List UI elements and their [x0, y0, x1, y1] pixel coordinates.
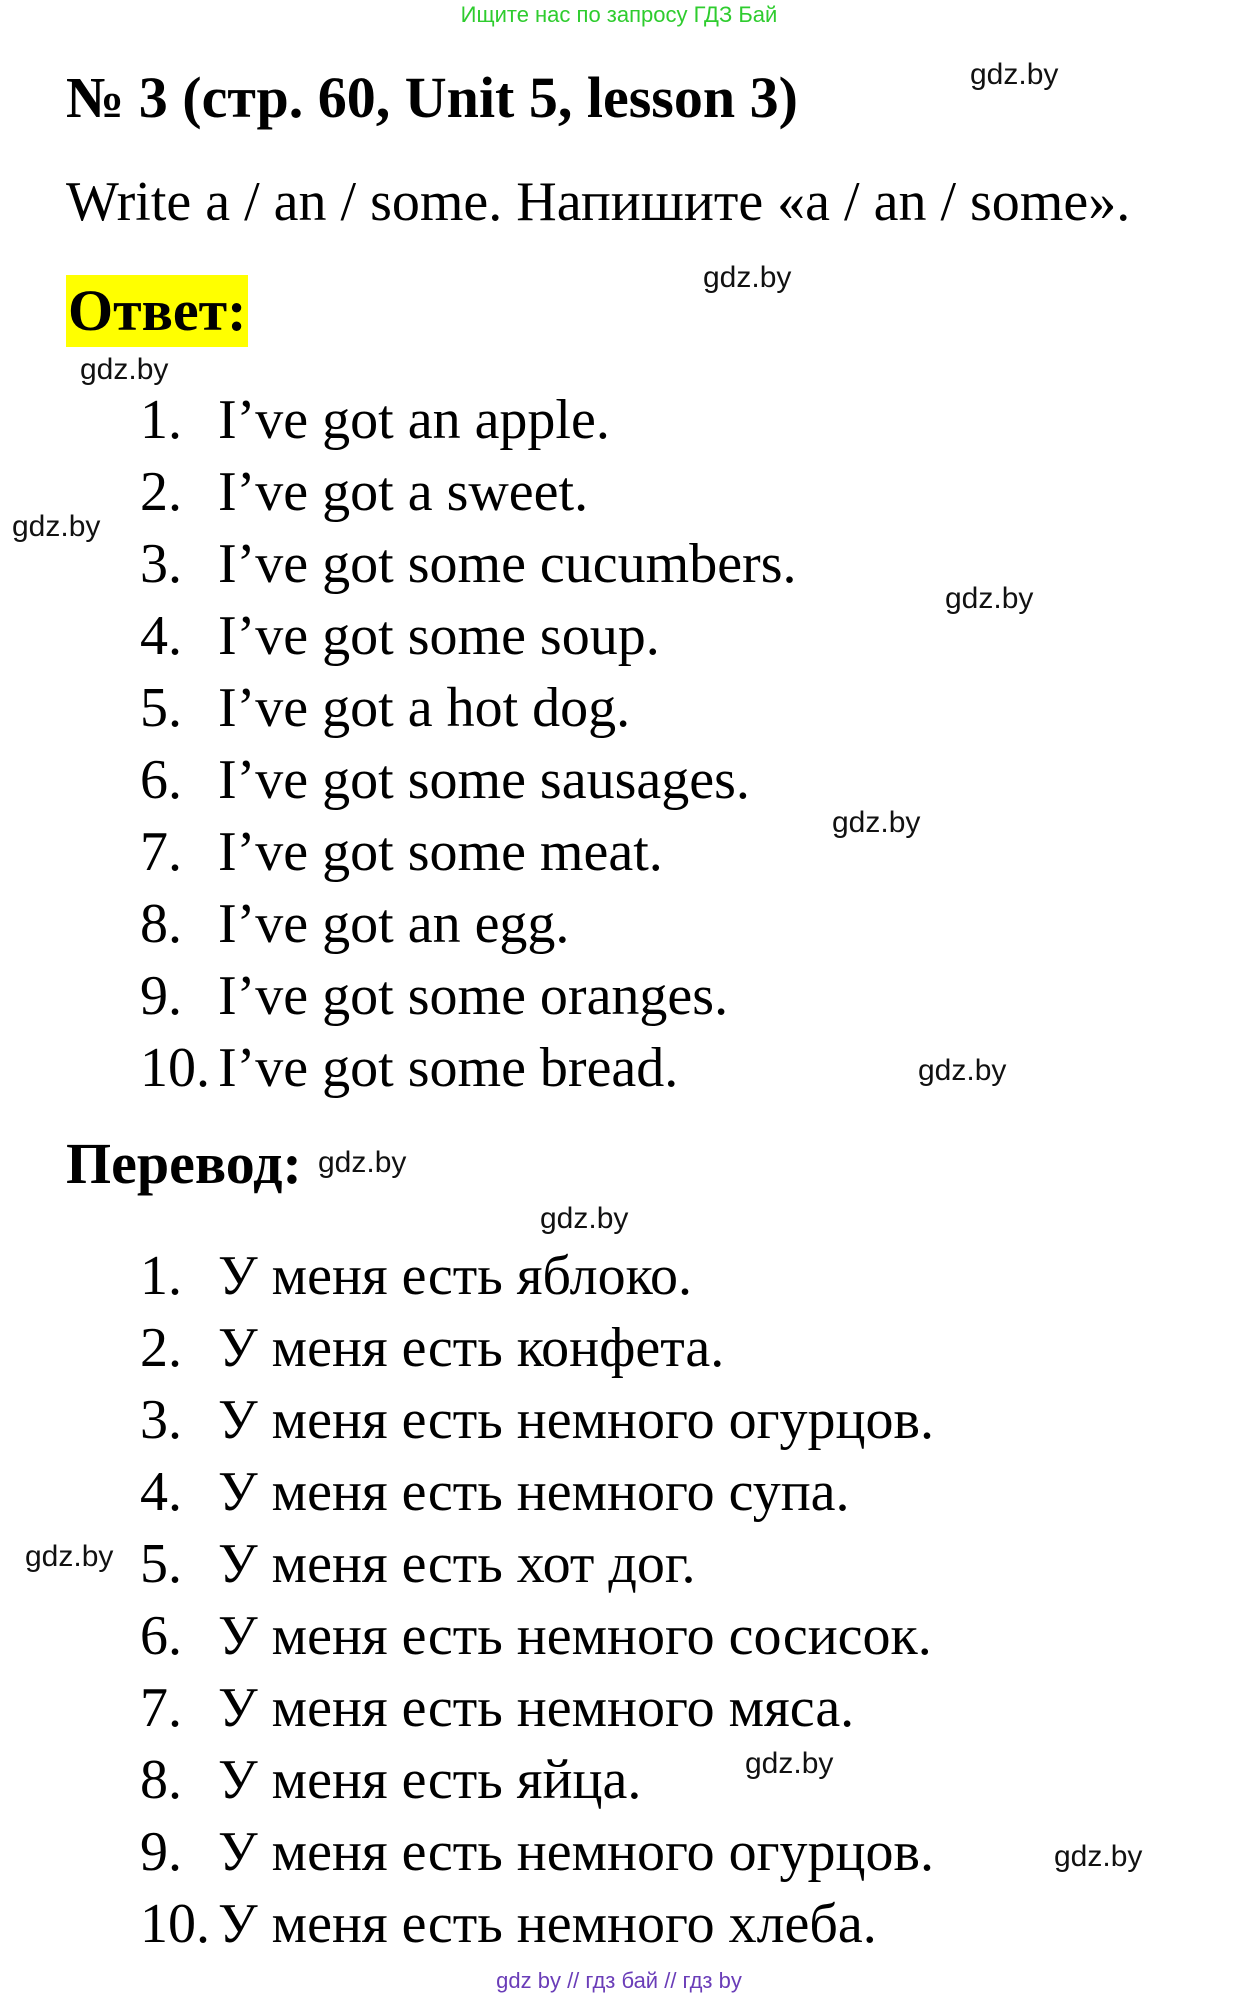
item-text: I’ve got some sausages. — [218, 749, 750, 811]
item-text: У меня есть яйца. — [218, 1749, 642, 1811]
item-number: 9. — [140, 1821, 182, 1883]
item-text: У меня есть немного сосисок. — [218, 1605, 932, 1667]
task-instruction: Write a / an / some. Напишите «a / an / some». — [66, 171, 1131, 233]
translation-list — [140, 1240, 934, 1960]
watermark: gdz.by — [25, 1540, 114, 1573]
watermark: gdz.by — [540, 1202, 629, 1235]
top-banner[interactable]: Ищите нас по запросу ГДЗ Бай — [460, 2, 778, 27]
watermark: gdz.by — [832, 806, 921, 839]
item-number: 10. — [140, 1893, 210, 1955]
watermark: gdz.by — [318, 1146, 407, 1179]
translation-item — [140, 1600, 934, 1672]
item-number: 9. — [140, 965, 182, 1027]
item-text: У меня есть хот дог. — [218, 1533, 696, 1595]
translation-item — [140, 1672, 934, 1744]
item-number: 10. — [140, 1037, 210, 1099]
watermark: gdz.by — [80, 353, 169, 386]
item-number: 1. — [140, 389, 182, 451]
translation-item — [140, 1456, 934, 1528]
answer-item — [140, 600, 796, 672]
item-number: 4. — [140, 605, 182, 667]
translation-item — [140, 1888, 934, 1960]
item-text: У меня есть конфета. — [218, 1317, 725, 1379]
answer-item — [140, 744, 796, 816]
translation-item — [140, 1240, 934, 1312]
answer-item — [140, 960, 796, 1032]
item-number: 6. — [140, 749, 182, 811]
translation-item — [140, 1312, 934, 1384]
translation-item — [140, 1528, 934, 1600]
item-number: 5. — [140, 677, 182, 739]
watermark: gdz.by — [918, 1054, 1007, 1087]
footer-links[interactable]: gdz by // гдз бай // гдз by — [496, 1968, 742, 1993]
answer-item — [140, 888, 796, 960]
item-number: 6. — [140, 1605, 182, 1667]
item-number: 2. — [140, 461, 182, 523]
item-text: I’ve got a hot dog. — [218, 677, 631, 739]
translation-item — [140, 1816, 934, 1888]
item-text: I’ve got a sweet. — [218, 461, 589, 523]
watermark: gdz.by — [12, 510, 101, 543]
item-number: 3. — [140, 1389, 182, 1451]
item-text: I’ve got some bread. — [218, 1037, 679, 1099]
item-text: У меня есть немного огурцов. — [218, 1389, 934, 1451]
translation-item — [140, 1384, 934, 1456]
item-number: 8. — [140, 893, 182, 955]
answer-item — [140, 528, 796, 600]
item-text: I’ve got some oranges. — [218, 965, 729, 1027]
item-text: У меня есть немного мяса. — [218, 1677, 855, 1739]
watermark: gdz.by — [745, 1747, 834, 1780]
item-text: I’ve got an egg. — [218, 893, 570, 955]
watermark: gdz.by — [945, 582, 1034, 615]
answer-list — [140, 384, 796, 1104]
item-number: 4. — [140, 1461, 182, 1523]
answer-item — [140, 816, 796, 888]
item-text: У меня есть немного хлеба. — [218, 1893, 877, 1955]
item-text: I’ve got some soup. — [218, 605, 660, 667]
item-text: I’ve got some meat. — [218, 821, 663, 883]
page-title: № 3 (стр. 60, Unit 5, lesson 3) — [66, 65, 798, 130]
item-text: У меня есть яблоко. — [218, 1245, 692, 1307]
translation-heading: Перевод: — [66, 1131, 302, 1196]
answer-heading: Ответ: — [66, 275, 248, 347]
watermark: gdz.by — [1054, 1840, 1143, 1873]
answer-item — [140, 1032, 796, 1104]
item-number: 3. — [140, 533, 182, 595]
item-number: 2. — [140, 1317, 182, 1379]
item-number: 5. — [140, 1533, 182, 1595]
item-number: 7. — [140, 1677, 182, 1739]
item-number: 1. — [140, 1245, 182, 1307]
watermark: gdz.by — [970, 58, 1059, 91]
item-text: У меня есть немного супа. — [218, 1461, 850, 1523]
answer-item — [140, 672, 796, 744]
item-text: I’ve got an apple. — [218, 389, 610, 451]
item-text: У меня есть немного огурцов. — [218, 1821, 934, 1883]
item-number: 8. — [140, 1749, 182, 1811]
answer-item — [140, 384, 796, 456]
watermark: gdz.by — [703, 261, 792, 294]
item-text: I’ve got some cucumbers. — [218, 533, 797, 595]
answer-item — [140, 456, 796, 528]
item-number: 7. — [140, 821, 182, 883]
